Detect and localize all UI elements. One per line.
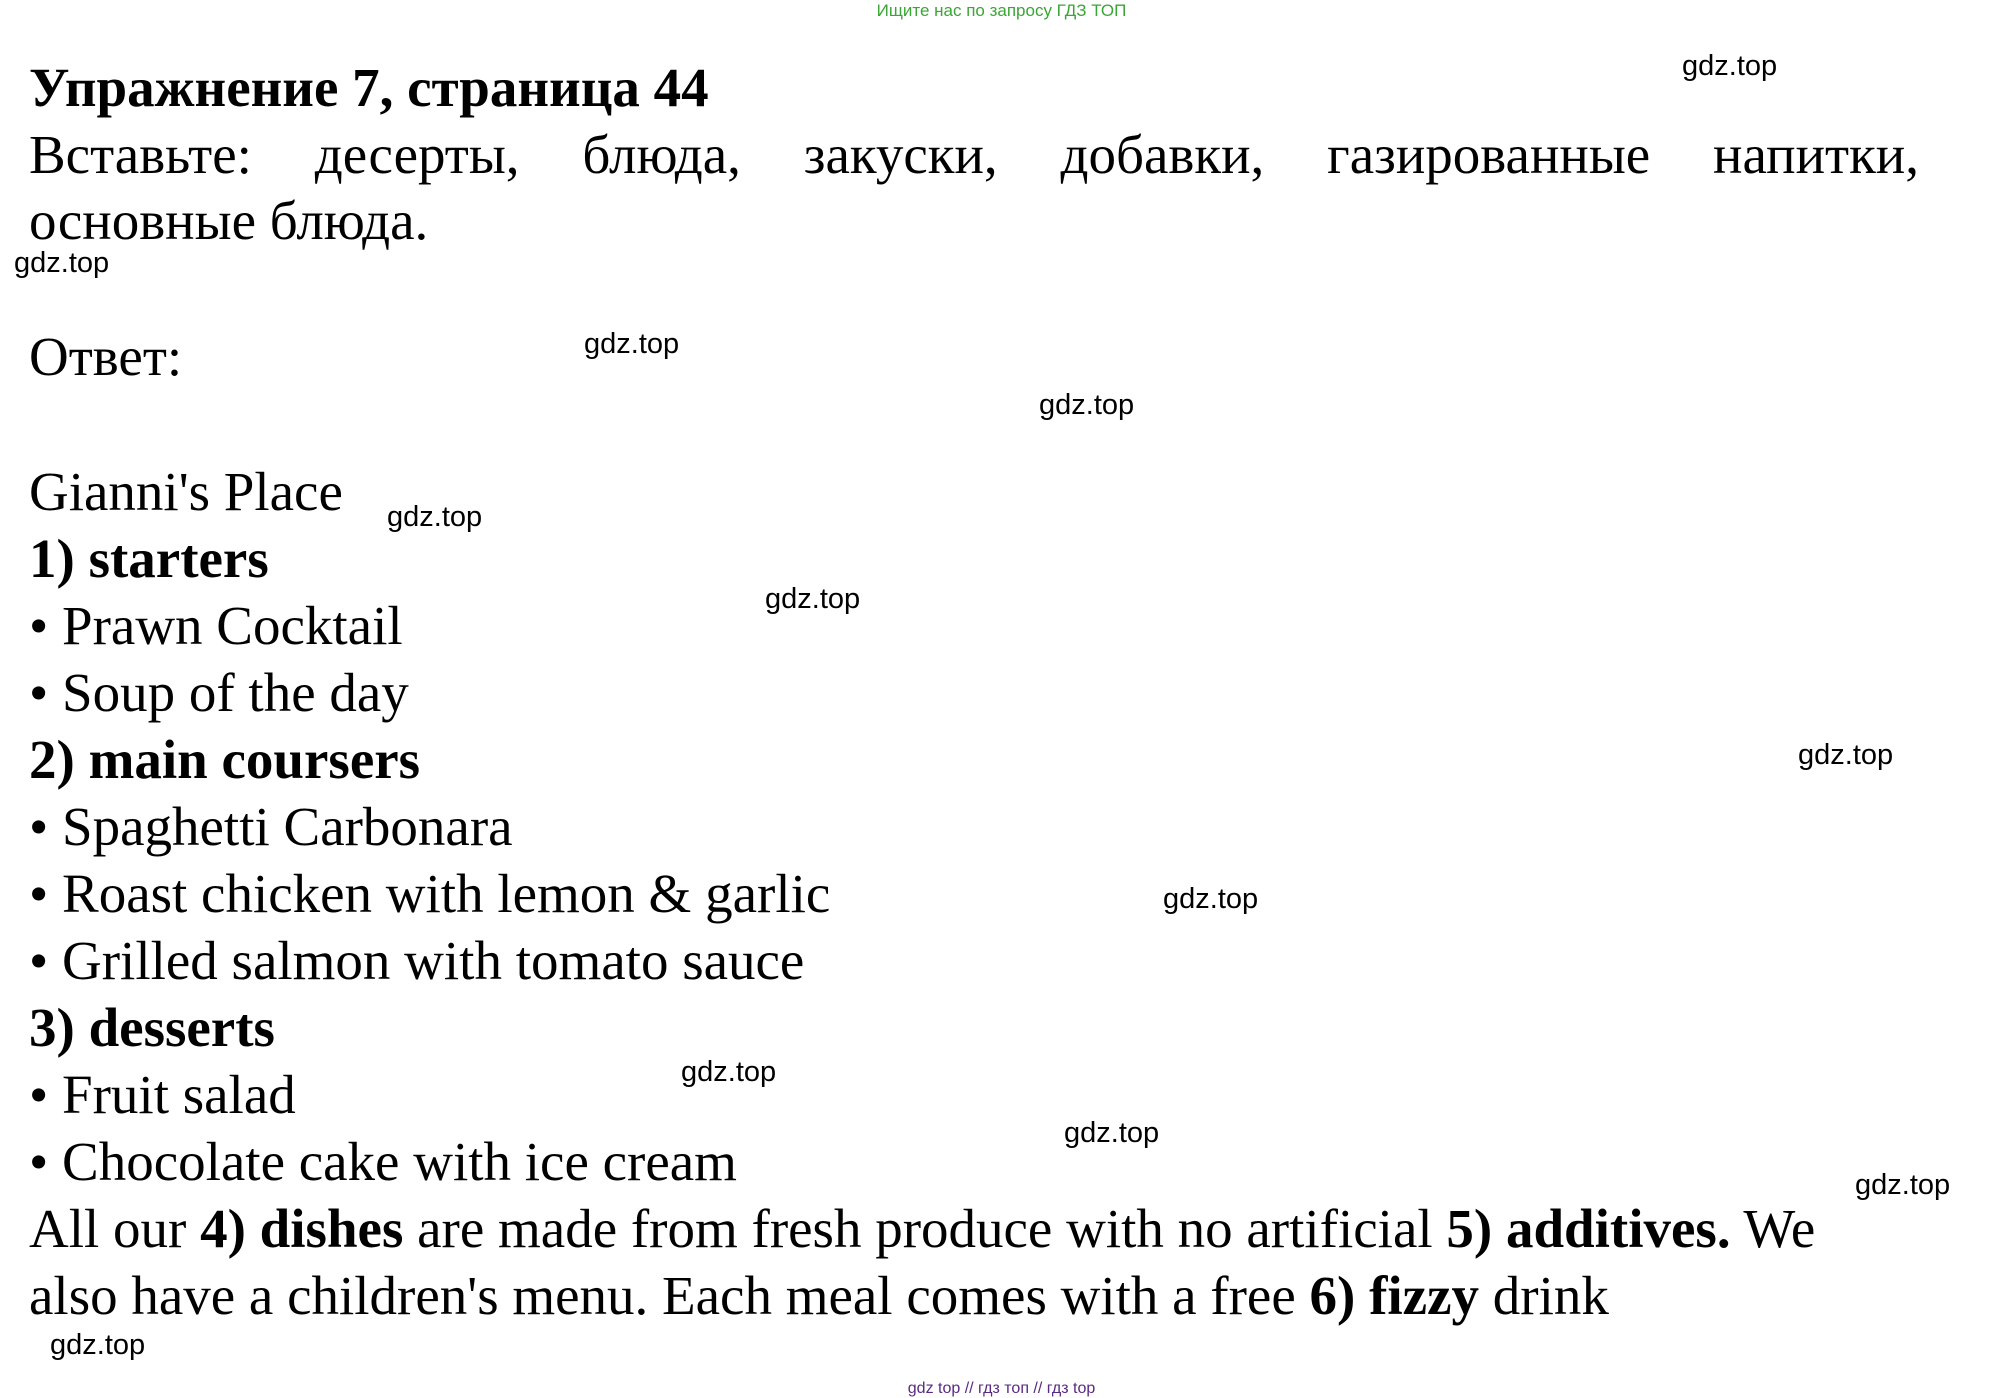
- watermark: gdz.top: [1682, 50, 1778, 82]
- menu-item: • Grilled salmon with tomato sauce: [29, 930, 805, 991]
- paragraph-text: All our: [29, 1198, 201, 1259]
- menu-item: • Chocolate cake with ice cream: [29, 1131, 737, 1192]
- watermark: gdz.top: [1855, 1169, 1951, 1201]
- watermark: gdz.top: [681, 1056, 777, 1088]
- menu-block: [29, 458, 1815, 1329]
- watermark: gdz.top: [1039, 389, 1135, 421]
- menu-item: • Roast chicken with lemon & garlic: [29, 863, 831, 924]
- paragraph-line-1: [29, 1195, 1815, 1262]
- paragraph-text: We: [1730, 1198, 1816, 1259]
- watermark: gdz.top: [1163, 883, 1259, 915]
- watermark: gdz.top: [387, 501, 483, 533]
- watermark: gdz.top: [584, 328, 680, 360]
- menu-item: • Spaghetti Carbonara: [29, 796, 513, 857]
- paragraph-line-2: [29, 1262, 1815, 1329]
- task-text: [29, 122, 1919, 254]
- answer-additives: 5) additives.: [1446, 1198, 1731, 1259]
- answer-fizzy: 6) fizzy: [1309, 1265, 1479, 1326]
- section-heading-starters: 1) starters: [29, 528, 269, 589]
- section-heading-desserts: 3) desserts: [29, 997, 275, 1058]
- menu-item: • Soup of the day: [29, 662, 409, 723]
- exercise-title: Упражнение 7, страница 44: [29, 57, 709, 118]
- paragraph-text: are made from fresh produce with no artificial: [403, 1198, 1447, 1259]
- watermark: gdz.top: [1798, 739, 1894, 771]
- watermark: gdz.top: [1064, 1117, 1160, 1149]
- menu-item: • Prawn Cocktail: [29, 595, 403, 656]
- answer-label: Ответ:: [29, 326, 183, 387]
- watermark: gdz.top: [765, 583, 861, 615]
- menu-item: • Fruit salad: [29, 1064, 296, 1125]
- watermark: gdz.top: [50, 1329, 146, 1361]
- paragraph-text: also have a children's menu. Each meal comes with a free: [29, 1265, 1310, 1326]
- section-heading-main-courses: 2) main coursers: [29, 729, 421, 790]
- header-note: Ищите нас по запросу ГДЗ ТОП: [876, 1, 1127, 20]
- watermark: gdz.top: [14, 247, 110, 279]
- paragraph-text: drink: [1479, 1265, 1609, 1326]
- task-line-2: основные блюда.: [29, 190, 429, 251]
- footer-note: gdz top // гдз топ // гдз top: [907, 1380, 1096, 1397]
- answer-dishes: 4) dishes: [200, 1198, 404, 1259]
- task-line-1: Вставьте: десерты, блюда, закуски, добавки, газированные напитки,: [29, 124, 1919, 185]
- restaurant-name: Gianni's Place: [29, 461, 343, 522]
